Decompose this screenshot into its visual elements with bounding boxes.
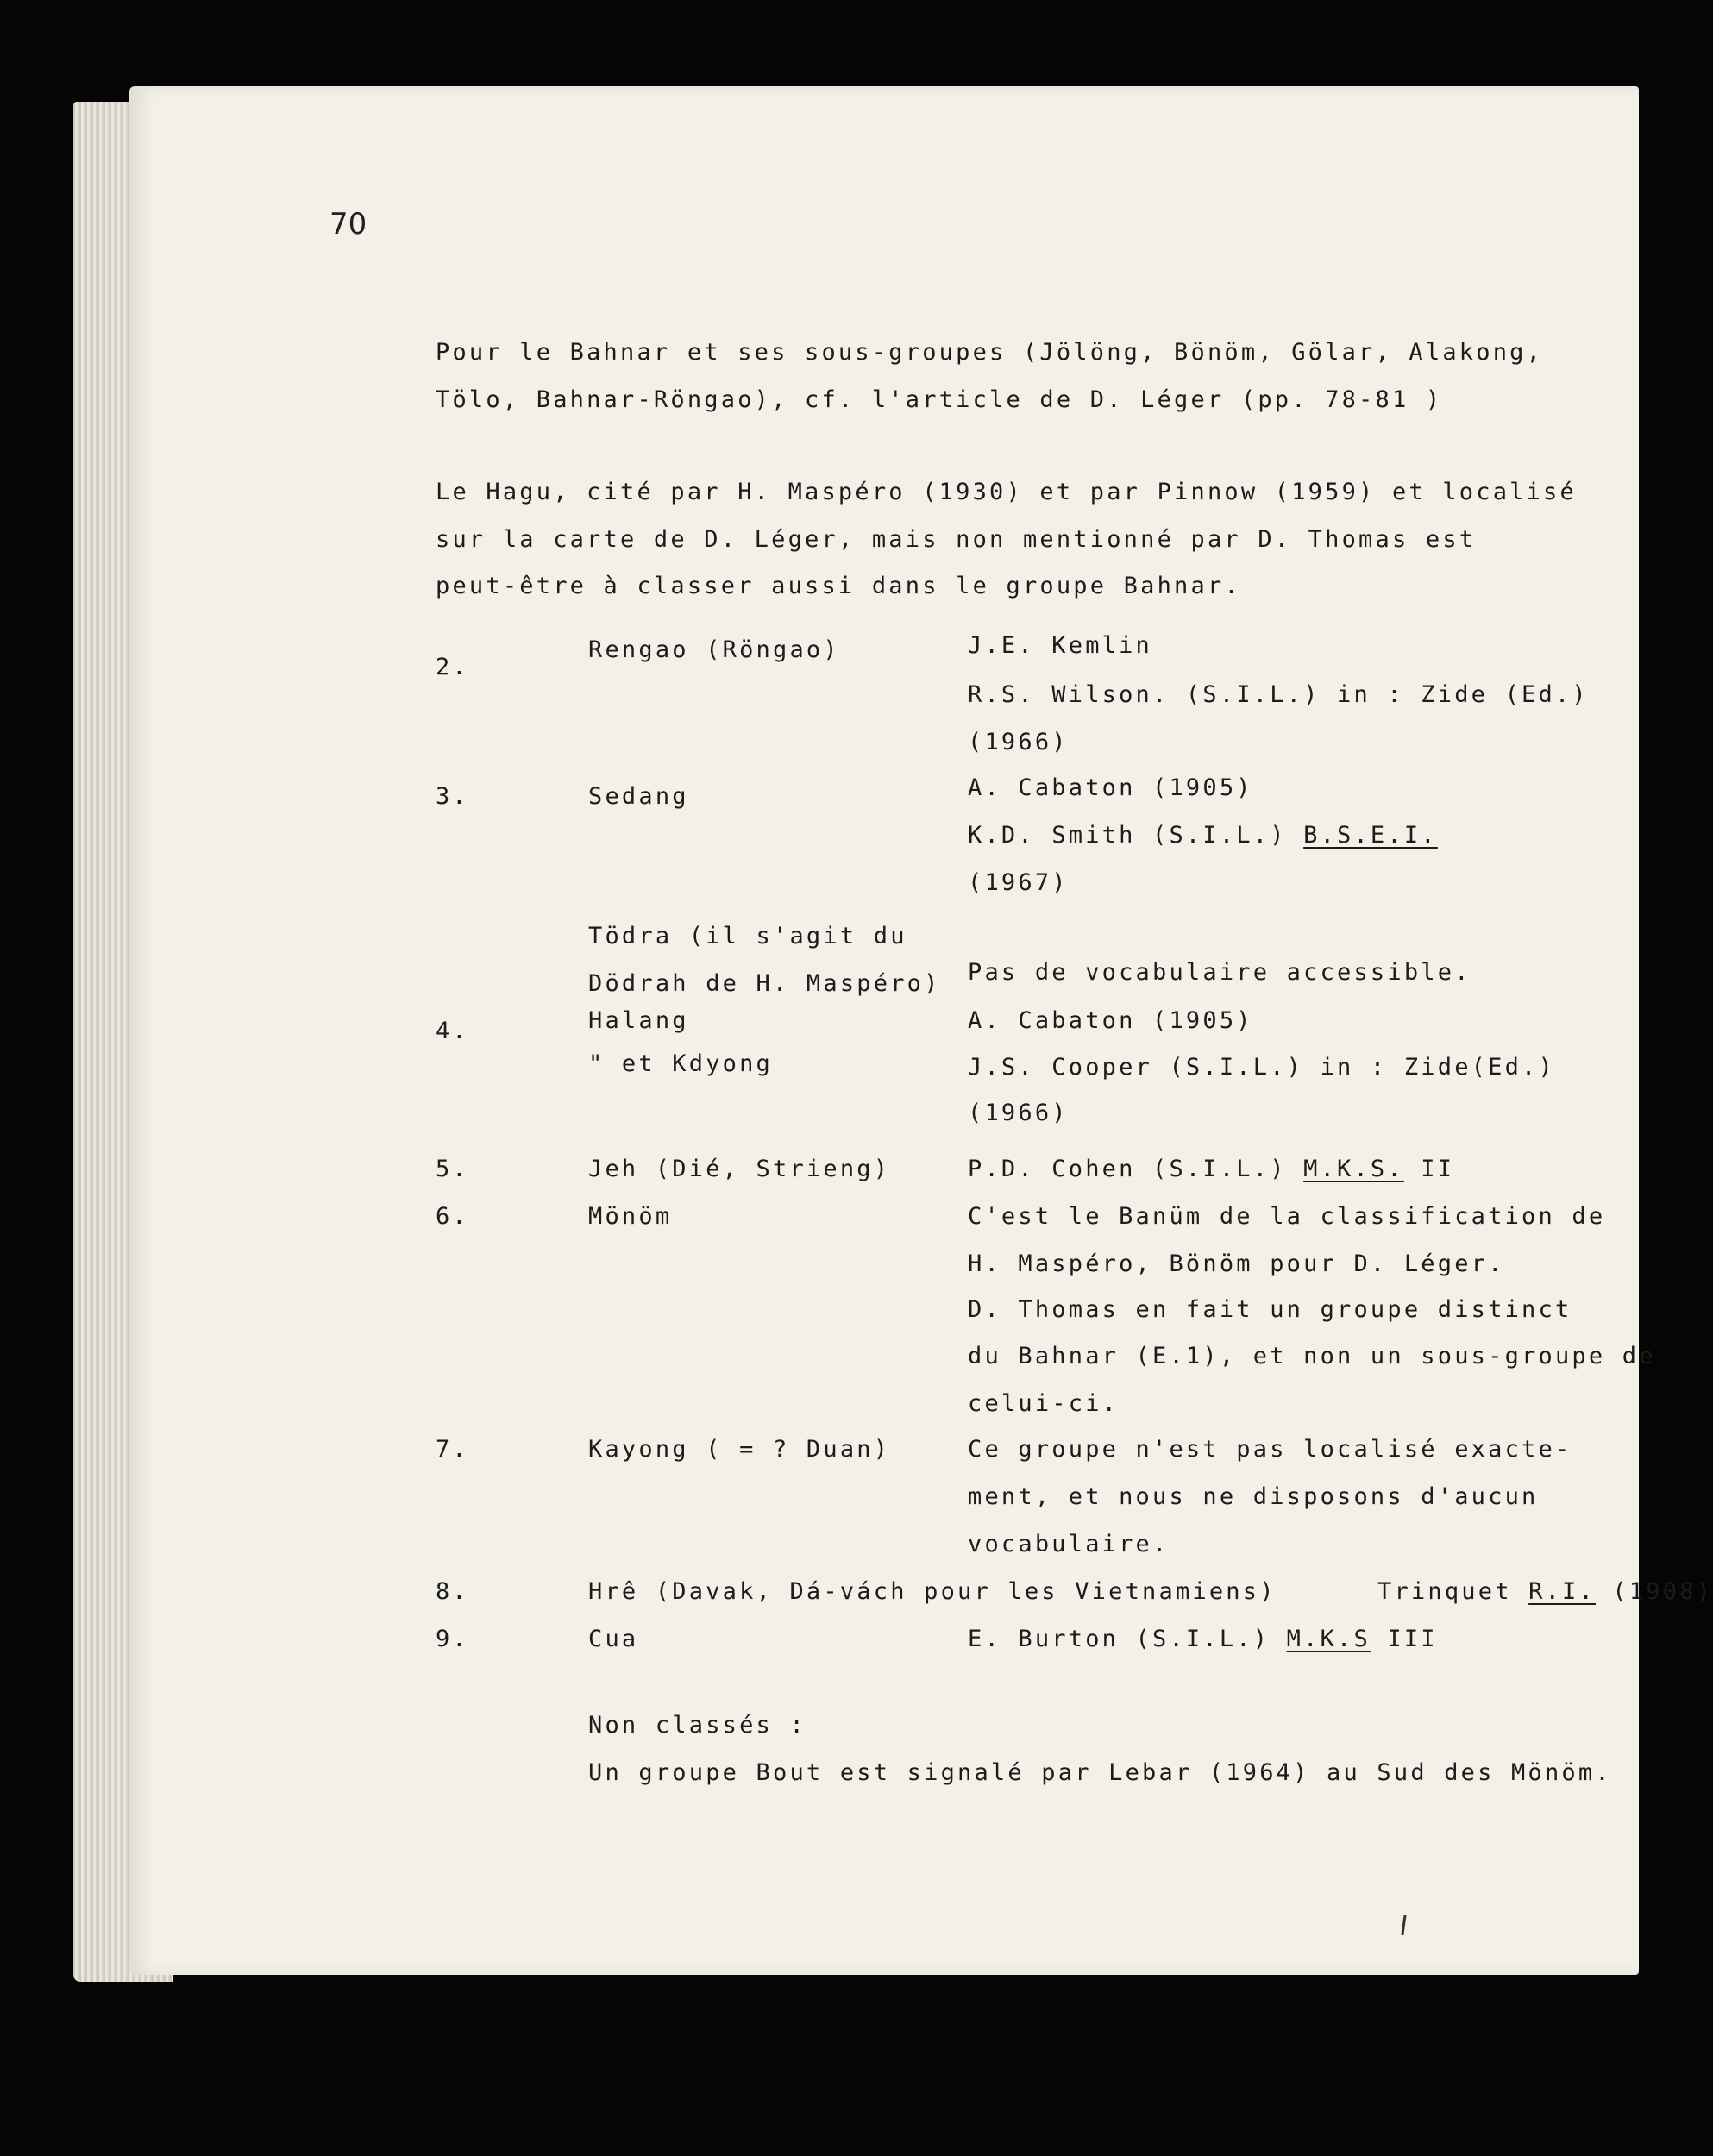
language-name: Hrê (Davak, Dá-vách pour les Vietnamiens) bbox=[588, 1578, 1277, 1605]
reference-text: Pas de vocabulaire accessible. bbox=[968, 959, 1471, 986]
hagu-line-2: sur la carte de D. Léger, mais non mentionné par D. Thomas est bbox=[436, 526, 1477, 553]
reference-text: H. Maspéro, Bönöm pour D. Léger. bbox=[968, 1250, 1505, 1277]
language-name: Dödrah de H. Maspéro) bbox=[588, 970, 941, 997]
reference-line bbox=[968, 729, 1069, 755]
language-name: Tödra (il s'agit du bbox=[588, 923, 907, 950]
reference-text: (1966) bbox=[968, 1100, 1069, 1126]
book-page bbox=[129, 86, 1639, 1975]
reference-line bbox=[968, 1626, 1438, 1652]
reference-line bbox=[968, 1100, 1069, 1126]
hagu-line-3: peut-être à classer aussi dans le groupe Bahnar. bbox=[436, 573, 1241, 599]
reference-line bbox=[968, 1483, 1538, 1510]
underlined-journal: B.S.E.I. bbox=[1303, 822, 1438, 849]
reference-line bbox=[968, 822, 1438, 849]
entry-number: 6. bbox=[436, 1203, 469, 1230]
reference-text: vocabulaire. bbox=[968, 1531, 1170, 1557]
entry-number: 8. bbox=[436, 1578, 469, 1605]
entry-number: 4. bbox=[436, 1018, 469, 1044]
reference-text: celui-ci. bbox=[968, 1390, 1120, 1417]
reference-suffix: (1908) bbox=[1595, 1578, 1713, 1605]
reference-text: J.E. Kemlin bbox=[968, 632, 1153, 659]
reference-line bbox=[968, 1436, 1572, 1463]
reference-line bbox=[968, 959, 1471, 986]
reference-text: (1967) bbox=[968, 869, 1069, 896]
reference-line bbox=[968, 1054, 1555, 1081]
reference-line bbox=[1377, 1578, 1713, 1605]
reference-text: Trinquet bbox=[1377, 1578, 1529, 1605]
intro-line-2: Tölo, Bahnar-Röngao), cf. l'article de D. Léger (pp. 78-81 ) bbox=[436, 386, 1443, 413]
reference-line bbox=[968, 774, 1253, 801]
language-name: Halang bbox=[588, 1007, 689, 1034]
reference-text: ment, et nous ne disposons d'aucun bbox=[968, 1483, 1539, 1510]
reference-text: P.D. Cohen (S.I.L.) bbox=[968, 1156, 1304, 1182]
hagu-line-1: Le Hagu, cité par H. Maspéro (1930) et par Pinnow (1959) et localisé bbox=[436, 479, 1577, 505]
reference-line bbox=[968, 1203, 1605, 1230]
reference-line bbox=[968, 1531, 1169, 1557]
language-name: " et Kdyong bbox=[588, 1050, 774, 1077]
reference-text: Ce groupe n'est pas localisé exacte- bbox=[968, 1436, 1572, 1463]
language-name: Jeh (Dié, Strieng) bbox=[588, 1156, 891, 1182]
language-name: Sedang bbox=[588, 783, 689, 810]
reference-line bbox=[968, 1156, 1454, 1182]
entry-number: 5. bbox=[436, 1156, 469, 1182]
reference-text: K.D. Smith (S.I.L.) bbox=[968, 822, 1304, 849]
reference-text: A. Cabaton (1905) bbox=[968, 774, 1253, 801]
underlined-journal: M.K.S. bbox=[1303, 1156, 1404, 1182]
reference-text: A. Cabaton (1905) bbox=[968, 1007, 1253, 1034]
reference-suffix: II bbox=[1403, 1156, 1455, 1182]
entry-number: 9. bbox=[436, 1626, 469, 1652]
reference-line bbox=[968, 632, 1152, 659]
reference-line bbox=[968, 1296, 1572, 1323]
entry-number: 2. bbox=[436, 654, 469, 680]
reference-line bbox=[968, 1007, 1253, 1034]
entry-number: 3. bbox=[436, 783, 469, 810]
entry-number: 7. bbox=[436, 1436, 469, 1463]
reference-line bbox=[968, 1250, 1505, 1277]
reference-text: R.S. Wilson. (S.I.L.) in : Zide (Ed.) bbox=[968, 681, 1589, 708]
page-number: 70 bbox=[329, 207, 367, 241]
reference-line bbox=[968, 869, 1069, 896]
language-name: Kayong ( = ? Duan) bbox=[588, 1436, 891, 1463]
reference-line bbox=[968, 1343, 1656, 1369]
intro-line-1: Pour le Bahnar et ses sous-groupes (Jölöng, Bönöm, Gölar, Alakong, bbox=[436, 339, 1544, 366]
reference-text: E. Burton (S.I.L.) bbox=[968, 1626, 1287, 1652]
reference-line bbox=[968, 1390, 1119, 1417]
language-name: Cua bbox=[588, 1626, 639, 1652]
language-name: Mönöm bbox=[588, 1203, 673, 1230]
reference-line bbox=[968, 681, 1589, 708]
reference-text: (1966) bbox=[968, 729, 1069, 755]
underlined-journal: M.K.S bbox=[1286, 1626, 1371, 1652]
language-name: Rengao (Röngao) bbox=[588, 636, 840, 663]
reference-text: du Bahnar (E.1), et non un sous-groupe de bbox=[968, 1343, 1656, 1369]
reference-text: C'est le Banüm de la classification de bbox=[968, 1203, 1606, 1230]
reference-suffix: III bbox=[1370, 1626, 1438, 1652]
unclassified-heading: Non classés : bbox=[588, 1712, 806, 1739]
reference-text: J.S. Cooper (S.I.L.) in : Zide(Ed.) bbox=[968, 1054, 1555, 1081]
underlined-journal: R.I. bbox=[1528, 1578, 1596, 1605]
unclassified-text: Un groupe Bout est signalé par Lebar (1964) au Sud des Mönöm. bbox=[588, 1759, 1612, 1786]
reference-text: D. Thomas en fait un groupe distinct bbox=[968, 1296, 1572, 1323]
